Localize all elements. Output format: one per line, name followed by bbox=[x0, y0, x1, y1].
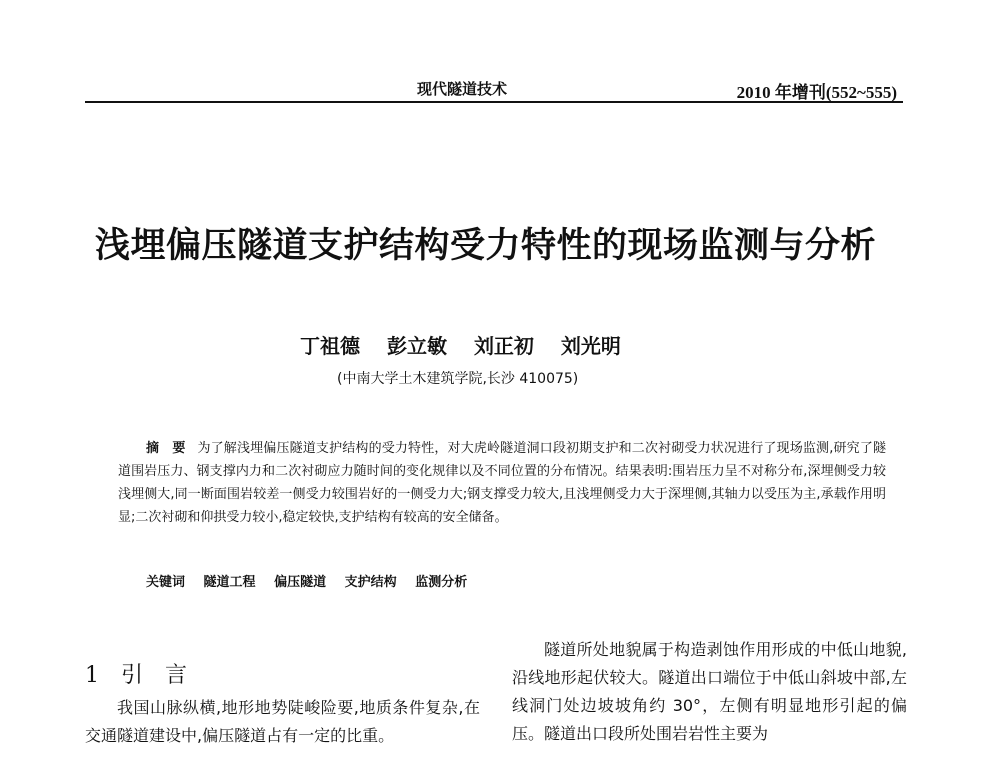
running-header bbox=[85, 74, 903, 100]
author: 丁祖德 bbox=[300, 334, 360, 358]
keyword: 监测分析 bbox=[415, 575, 468, 590]
abstract-label: 摘 要 bbox=[146, 441, 186, 456]
abstract bbox=[118, 437, 886, 529]
author: 刘正初 bbox=[473, 334, 534, 358]
affiliation: (中南大学土木建筑学院,长沙 410075) bbox=[337, 371, 579, 387]
keyword: 支护结构 bbox=[344, 575, 397, 590]
author: 彭立敏 bbox=[386, 334, 447, 358]
keywords bbox=[146, 571, 846, 590]
abstract-text: 为了解浅埋偏压隧道支护结构的受力特性，对大虎岭隧道洞口段初期支护和二次衬砌受力状况进行了现场监测,研究了隧道围岩压力、钢支撑内力和二次衬砌应力随时间的变化规律以及不同位置的分布情况。结果表明:围岩压力呈不对称分布,深埋侧受力较浅埋侧大,同一断面围岩较差一侧受力较围岩好的一侧受力大;钢支撑受力较大,且浅埋侧受力大于深埋侧,其轴力以受压为主,承载作用明显;二次衬砌和仰拱受力较小,稳定较快,支护结构有较高的安全储备。 bbox=[118, 441, 886, 525]
author: 刘光明 bbox=[560, 334, 621, 358]
keyword: 偏压隧道 bbox=[274, 575, 327, 590]
journal-name: 现代隧道技术 bbox=[417, 80, 508, 98]
section-number: 1 bbox=[85, 663, 99, 688]
body-paragraph-right: 隧道所处地貌属于构造剥蚀作用形成的中低山地貌,沿线地形起伏较大。隧道出口端位于中低山斜坡中部,左线洞门处边坡坡角约 30°，左侧有明显地形引起的偏压。隧道出口段所处围岩岩性主要为 bbox=[512, 640, 907, 743]
keyword: 隧道工程 bbox=[203, 575, 256, 590]
header-rule bbox=[85, 101, 903, 103]
section-heading bbox=[85, 658, 385, 689]
issue-info: 2010 年增刊(552~555) bbox=[736, 83, 897, 102]
body-paragraph-left: 我国山脉纵横,地形地势陡峻险要,地质条件复杂,在交通隧道建设中,偏压隧道占有一定的比重。 bbox=[85, 698, 480, 745]
author-list bbox=[300, 330, 800, 359]
section-title: 引 言 bbox=[121, 663, 188, 688]
paper-title: 浅埋偏压隧道支护结构受力特性的现场监测与分析 bbox=[95, 225, 877, 266]
keywords-label: 关键词 bbox=[146, 575, 186, 590]
